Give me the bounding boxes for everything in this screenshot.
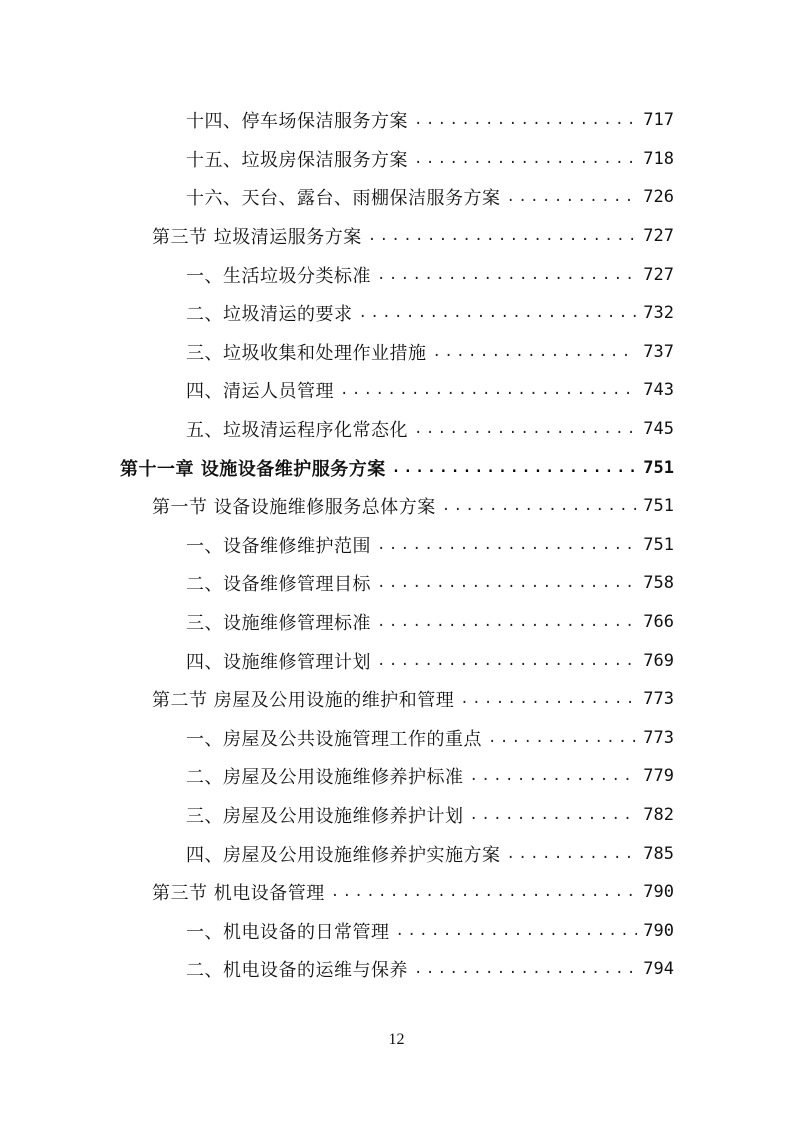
toc-dot-leader <box>331 884 638 900</box>
toc-entry[interactable] <box>0 757 793 796</box>
toc-entry-title: 第二节 房屋及公用设施的维护和管理 <box>152 690 455 712</box>
toc-entry-title: 四、设施维修管理计划 <box>186 651 371 673</box>
page-number: 12 <box>388 1031 405 1048</box>
toc-entry[interactable] <box>0 564 793 603</box>
toc-entry-title: 三、垃圾收集和处理作业措施 <box>186 342 427 364</box>
toc-section-entry[interactable] <box>0 873 793 912</box>
toc-entry-page: 751 <box>643 496 674 517</box>
toc-dot-leader <box>414 421 637 437</box>
toc-entry[interactable] <box>0 950 793 989</box>
toc-entry[interactable] <box>0 294 793 333</box>
toc-entry-page: 785 <box>643 843 674 864</box>
toc-section-entry[interactable] <box>0 680 793 719</box>
toc-entry-page: 766 <box>643 612 674 633</box>
toc-entry-page: 737 <box>643 341 674 362</box>
toc-entry[interactable] <box>0 371 793 410</box>
toc-entry-page: 727 <box>643 226 674 247</box>
toc-entry-title: 一、房屋及公共设施管理工作的重点 <box>186 728 482 750</box>
toc-entry-title: 十五、垃圾房保洁服务方案 <box>186 149 408 171</box>
toc-dot-leader <box>433 344 638 360</box>
toc-entry-page: 726 <box>643 187 674 208</box>
toc-entry-title: 二、机电设备的运维与保养 <box>186 960 408 982</box>
toc-entry-page: 773 <box>643 727 674 748</box>
toc-entry-page: 745 <box>643 419 674 440</box>
toc-dot-leader <box>414 112 637 128</box>
toc-entry-title: 一、生活垃圾分类标准 <box>186 265 371 287</box>
toc-dot-leader <box>396 923 638 939</box>
toc-section-entry[interactable] <box>0 217 793 256</box>
toc-entry-title: 二、设备维修管理目标 <box>186 574 371 596</box>
toc-entry-page: 758 <box>643 573 674 594</box>
toc-entry[interactable] <box>0 526 793 565</box>
toc-entry-title: 一、机电设备的日常管理 <box>186 921 390 943</box>
toc-entry-title: 第三节 垃圾清运服务方案 <box>152 227 362 249</box>
toc-entry-page: 732 <box>643 303 674 324</box>
toc-entry-title: 四、清运人员管理 <box>186 381 334 403</box>
toc-dot-leader <box>442 498 638 514</box>
toc-entry-page: 769 <box>643 650 674 671</box>
toc-entry[interactable] <box>0 255 793 294</box>
toc-entry-page: 790 <box>643 882 674 903</box>
toc-entry[interactable] <box>0 178 793 217</box>
toc-entry-title: 十六、天台、露台、雨棚保洁服务方案 <box>186 188 501 210</box>
toc-entry[interactable] <box>0 101 793 140</box>
toc-dot-leader <box>488 730 637 746</box>
toc-dot-leader <box>470 807 638 823</box>
toc-entry[interactable] <box>0 796 793 835</box>
toc-dot-leader <box>377 575 637 591</box>
toc-entry-page: 782 <box>643 804 674 825</box>
toc-entry-page: 751 <box>643 457 674 478</box>
toc-entry[interactable] <box>0 719 793 758</box>
toc-entry-title: 五、垃圾清运程序化常态化 <box>186 420 408 442</box>
toc-section-entry[interactable] <box>0 487 793 526</box>
toc-dot-leader <box>460 691 637 707</box>
toc-entry-title: 一、设备维修维护范围 <box>186 535 371 557</box>
toc-entry-page: 727 <box>643 264 674 285</box>
toc-entry-page: 751 <box>643 534 674 555</box>
toc-chapter-entry[interactable] <box>0 448 793 487</box>
toc-dot-leader <box>377 537 637 553</box>
toc-dot-leader <box>377 267 637 283</box>
toc-entry-title: 第三节 机电设备管理 <box>152 883 325 905</box>
toc-entry-page: 794 <box>643 959 674 980</box>
toc-entry-title: 十四、停车场保洁服务方案 <box>186 111 408 133</box>
toc-entry-page: 718 <box>643 148 674 169</box>
toc-entry[interactable] <box>0 333 793 372</box>
toc-entry[interactable] <box>0 603 793 642</box>
toc-dot-leader <box>377 614 637 630</box>
toc-dot-leader <box>392 460 638 476</box>
toc-dot-leader <box>414 961 637 977</box>
toc-entry-title: 二、房屋及公用设施维修养护标准 <box>186 767 464 789</box>
toc-entry-page: 779 <box>643 766 674 787</box>
toc-entry-page: 773 <box>643 689 674 710</box>
toc-dot-leader <box>507 189 638 205</box>
toc-dot-leader <box>414 151 637 167</box>
toc-dot-leader <box>507 846 638 862</box>
toc-dot-leader <box>377 653 637 669</box>
table-of-contents <box>0 101 793 989</box>
toc-entry-title: 二、垃圾清运的要求 <box>186 304 353 326</box>
toc-dot-leader <box>359 305 638 321</box>
toc-entry[interactable] <box>0 911 793 950</box>
toc-dot-leader <box>368 228 638 244</box>
toc-entry-page: 790 <box>643 920 674 941</box>
toc-entry-title: 第一节 设备设施维修服务总体方案 <box>152 497 436 519</box>
toc-entry-title: 第十一章 设施设备维护服务方案 <box>120 458 386 480</box>
toc-entry-title: 三、设施维修管理标准 <box>186 613 371 635</box>
toc-dot-leader <box>470 768 638 784</box>
toc-dot-leader <box>340 382 637 398</box>
toc-entry[interactable] <box>0 410 793 449</box>
toc-entry-title: 四、房屋及公用设施维修养护实施方案 <box>186 844 501 866</box>
toc-entry[interactable] <box>0 834 793 873</box>
toc-entry-page: 743 <box>643 380 674 401</box>
toc-entry-page: 717 <box>643 110 674 131</box>
toc-entry[interactable] <box>0 641 793 680</box>
toc-entry[interactable] <box>0 140 793 179</box>
toc-entry-title: 三、房屋及公用设施维修养护计划 <box>186 805 464 827</box>
